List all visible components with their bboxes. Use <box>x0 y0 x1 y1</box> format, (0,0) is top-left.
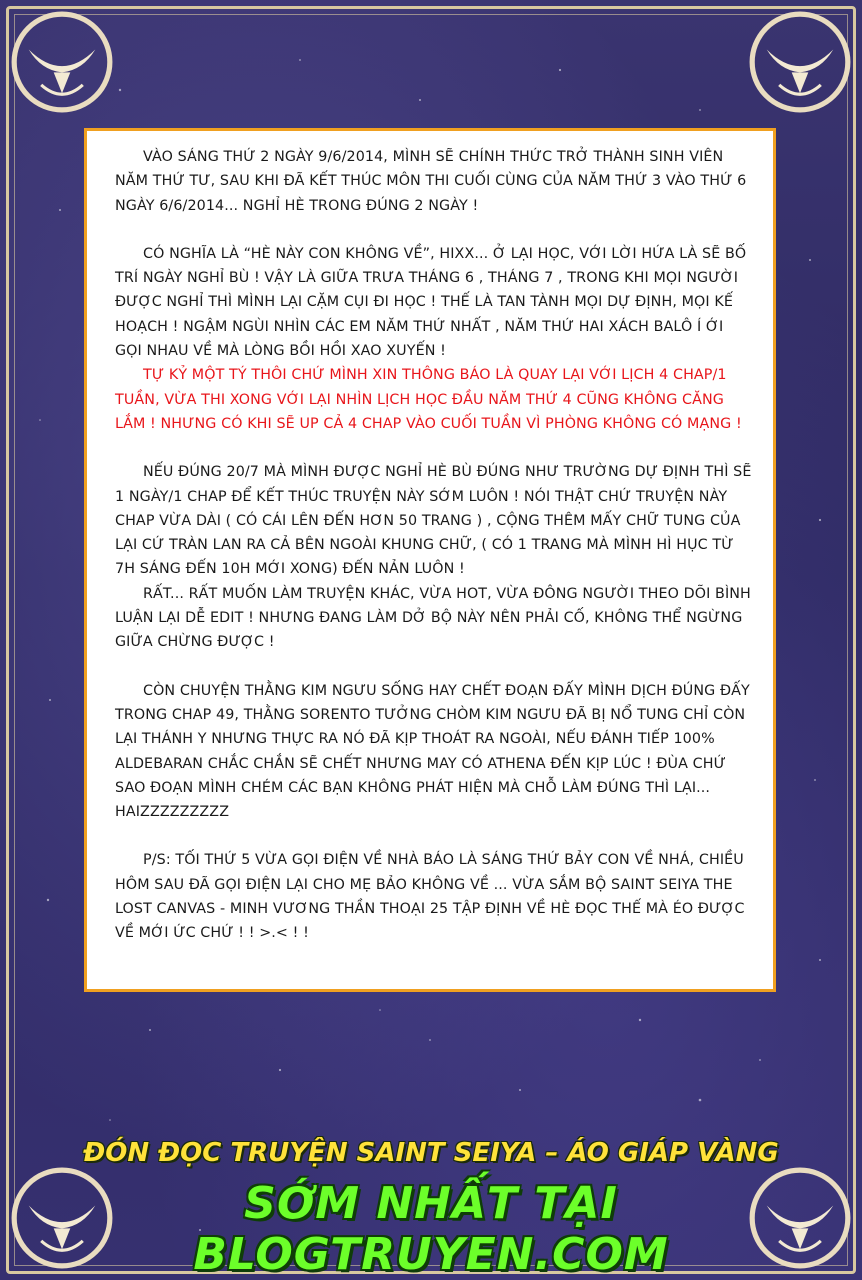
note-paragraph: RẤT... RẤT MUỐN LÀM TRUYỆN KHÁC, VỪA HOT, VỪA ĐÔNG NGƯỜI THEO DÕI BÌNH LUẬN LẠI DỄ EDIT ! NHƯNG ĐANG LÀM DỞ BỘ NÀY NÊN PHẢI CỐ, KHÔNG THỂ NGỪNG GIỮA CHỪNG ĐƯỢC ! <box>115 585 751 651</box>
note-paragraph: CÒN CHUYỆN THẰNG KIM NGƯU SỐNG HAY CHẾT ĐOẠN ĐẤY MÌNH DỊCH ĐÚNG ĐẤY TRONG CHAP 49, THẰNG SORENTO TƯỞNG CHÒM KIM NGƯU ĐÃ BỊ NỔ TUNG CHỈ CÒN LẠI THÁNH Y NHƯNG THỰC RA NÓ ĐÃ KỊP THOÁT RA NGOÀI, NẾU ĐÁNH TIẾP 100% ALDEBARAN CHẮC CHẮN SẼ CHẾT NHƯNG MAY CÓ ATHENA ĐẾN KỊP LÚC ! ĐÙA CHỨ SAO ĐOẠN MÌNH CHÉM CÁC BẠN KHÔNG PHÁT HIỆN MÀ CHỖ LÀM ĐÚNG THÌ LẠI... HAIZZZZZZZZZ <box>115 682 750 821</box>
note-paragraph: VÀO SÁNG THỨ 2 NGÀY 9/6/2014, MÌNH SẼ CHÍNH THỨC TRỞ THÀNH SINH VIÊN NĂM THỨ TƯ, SAU KHI ĐÃ KẾT THÚC MÔN THI CUỐI CÙNG CỦA NĂM THỨ 3 VÀO THỨ 6 NGÀY 6/6/2014... NGHỈ HÈ TRONG ĐÚNG 2 NGÀY ! <box>115 149 747 214</box>
note-paragraph: CÓ NGHĨA LÀ “HÈ NÀY CON KHÔNG VỀ”, HIXX... Ở LẠI HỌC, VỚI LỜI HỨA LÀ SẼ BỐ TRÍ NGÀY NGHỈ BÙ ! VẬY LÀ GIỮA TRƯA THÁNG 6 , THÁNG 7 , TRONG KHI MỌI NGƯỜI ĐƯỢC NGHỈ THÌ MÌNH LẠI CẶM CỤI ĐI HỌC ! THẾ LÀ TAN TÀNH MỌI DỰ ĐỊNH, MỌI KẾ HOẠCH ! NGẬM NGÙI NHÌN CÁC EM NĂM THỨ NHẤT , NĂM THỨ HAI XÁCH BALÔ Í ỚI GỌI NHAU VỀ MÀ LÒNG BỒI HỒI XAO XUYẾN ! <box>115 245 747 360</box>
translator-note-panel <box>84 128 776 992</box>
credit-site: SỚM NHẤT TẠI BLOGTRUYEN.COM <box>193 1178 669 1280</box>
crescent-emblem-icon <box>10 10 114 114</box>
note-paragraph: NẾU ĐÚNG 20/7 MÀ MÌNH ĐƯỢC NGHỈ HÈ BÙ ĐÚNG NHƯ TRƯỜNG DỰ ĐỊNH THÌ SẼ 1 NGÀY/1 CHAP ĐỂ KẾT THÚC TRUYỆN NÀY SỚM LUÔN ! NÓI THẬT CHỨ TRUYỆN NÀY CHAP VỪA DÀI ( CÓ CÁI LÊN ĐẾN HƠN 50 TRANG ) , CỘNG THÊM MẤY CHỮ TUNG CỦA LẠI CỨ TRÀN LAN RA CẢ BÊN NGOÀI KHUNG CHỮ, ( CÓ 1 TRANG MÀ MÌNH HÌ HỤC TỪ 7H SÁNG ĐẾN 10H MỚI XONG) ĐẾN NẢN LUÔN ! <box>115 464 752 578</box>
note-paragraph-highlight: TỰ KỶ MỘT TÝ THÔI CHỨ MÌNH XIN THÔNG BÁO LÀ QUAY LẠI VỚI LỊCH 4 CHAP/1 TUẦN, VỪA THI XONG VỚI LẠI NHÌN LỊCH HỌC ĐẦU NĂM THỨ 4 CŨNG KHÔNG CĂNG LẮM ! NHƯNG CÓ KHI SẼ UP CẢ 4 CHAP VÀO CUỐI TUẦN VÌ PHÒNG KHÔNG CÓ MẠNG ! <box>115 367 742 432</box>
crescent-emblem-icon <box>748 10 852 114</box>
note-paragraph: P/S: TỐI THỨ 5 VỪA GỌI ĐIỆN VỀ NHÀ BÁO LÀ SÁNG THỨ BẢY CON VỀ NHÁ, CHIỀU HÔM SAU ĐÃ GỌI ĐIỆN LẠI CHO MẸ BẢO KHÔNG VỀ ... VỪA SẮM BỘ SAINT SEIYA THE LOST CANVAS - MINH VƯƠNG THẦN THOẠI 25 TẬP ĐỊNH VỀ HÈ ĐỌC THẾ MÀ ÉO ĐƯỢC VỀ MỚI ỨC CHỨ ! ! >.< ! ! <box>115 852 745 942</box>
credit-heading: ĐÓN ĐỌC TRUYỆN SAINT SEIYA – ÁO GIÁP VÀNG <box>83 1138 779 1168</box>
